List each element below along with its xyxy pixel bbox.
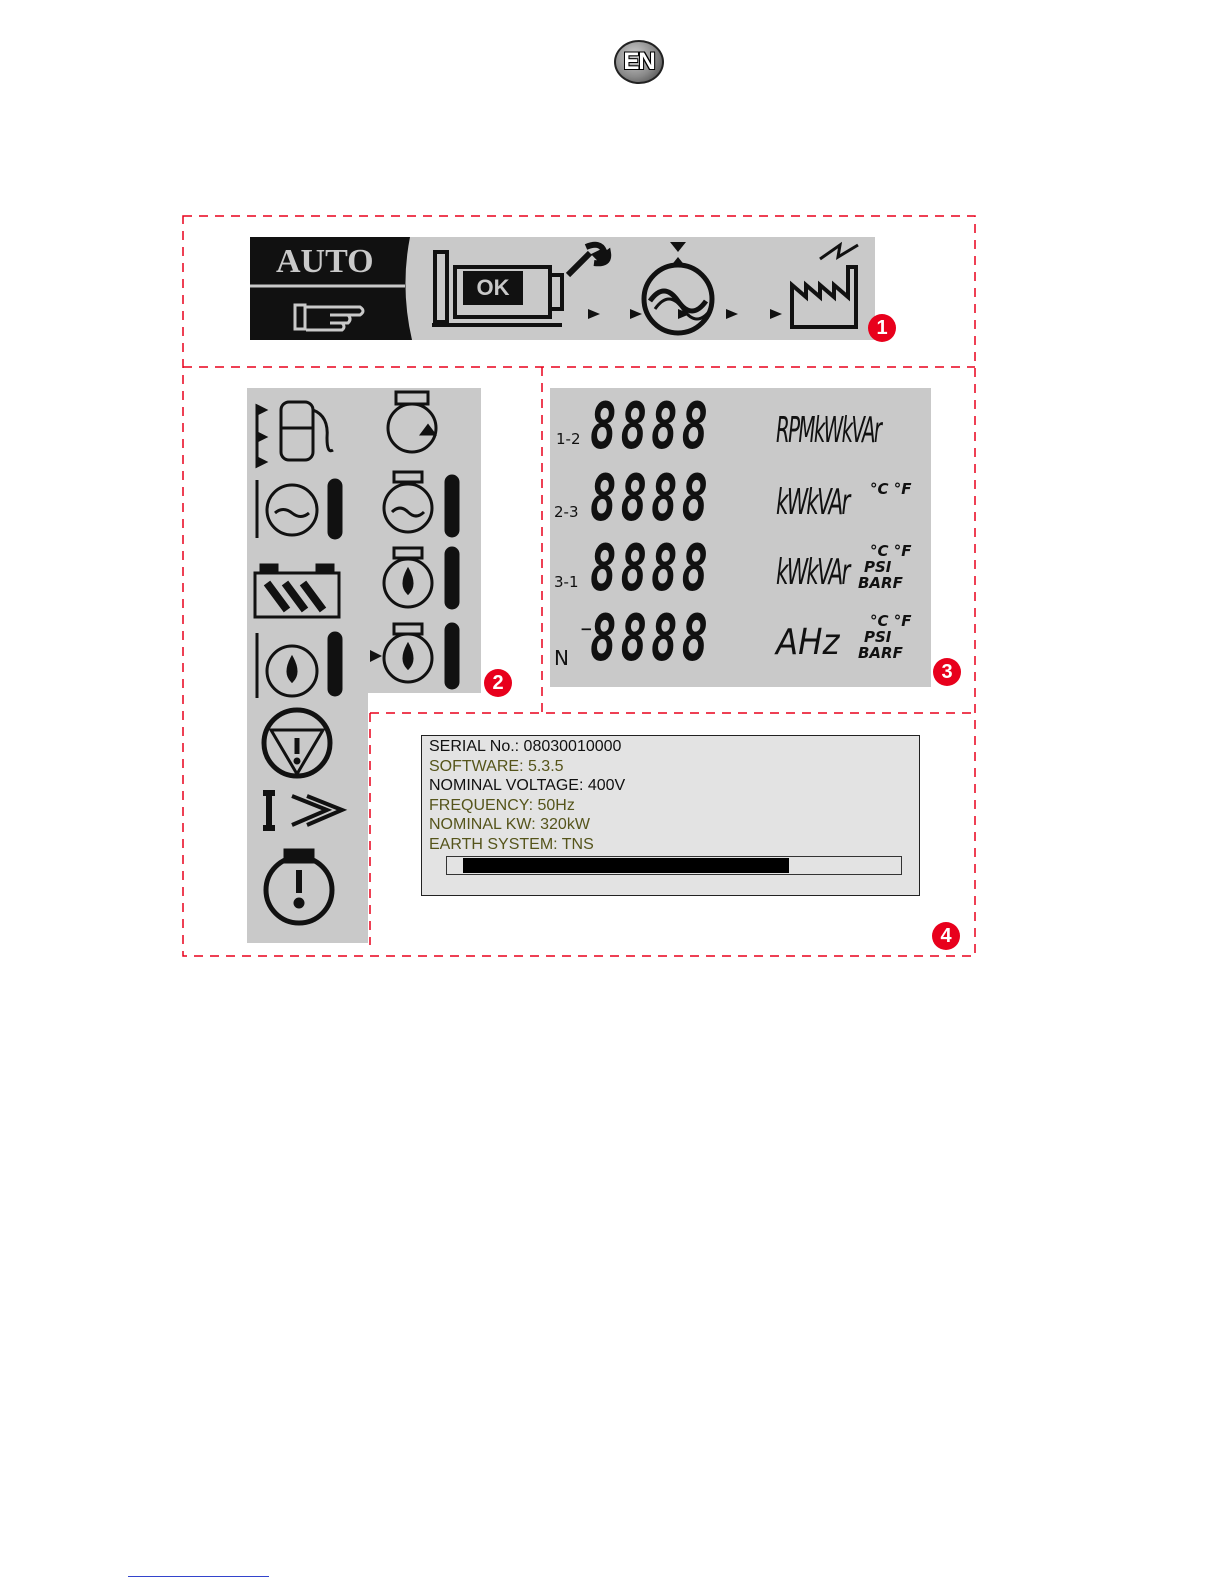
engine-rotation-icon [388, 392, 436, 452]
lcd-row-1-unit: RPMkWkVAr [776, 410, 881, 451]
lcd-row-2-unit: kWkVAr [776, 482, 849, 523]
progress-bar [446, 856, 902, 875]
callout-4: 4 [932, 922, 960, 950]
lcd-row-2-digits: 8888 [590, 462, 712, 536]
mode-label: AUTO [276, 243, 374, 280]
lcd-row-4-temp-units: °C °F [870, 612, 912, 630]
oil-pressure-icon [384, 548, 458, 608]
svg-text:OK: OK [476, 275, 510, 300]
lcd-row-3-unit: kWkVAr [776, 552, 849, 593]
nominal-voltage: NOMINAL VOLTAGE: 400V [429, 777, 626, 795]
emergency-stop-icon [264, 710, 330, 776]
lcd-row-4-bar: BARF [858, 644, 903, 662]
lcd-row-3-phase: 3-1 [554, 573, 579, 591]
callout-1: 1 [868, 314, 896, 342]
alarm-icons-right [368, 388, 481, 693]
coolant-temp-icon [384, 472, 458, 536]
nominal-kw: NOMINAL KW: 320kW [429, 816, 590, 834]
lcd-row-3-bar: BARF [858, 574, 903, 592]
overcurrent-icon [263, 793, 342, 828]
language-badge: EN [614, 40, 664, 84]
earth-system: EARTH SYSTEM: TNS [429, 835, 594, 853]
serial-number: SERIAL No.: 08030010000 [429, 738, 622, 755]
oil-temp-icon [384, 624, 458, 688]
callout-3: 3 [933, 658, 961, 686]
lcd-row-1-phase: 1-2 [556, 430, 581, 448]
info-screen [421, 735, 920, 896]
lcd-row-1-digits: 8888 [590, 390, 712, 464]
frequency: FREQUENCY: 50Hz [429, 796, 575, 814]
callout-2: 2 [484, 669, 512, 697]
overspeed-icon [266, 850, 332, 923]
lcd-row-4-digits: 8888 [590, 602, 712, 676]
lcd-row-3-digits: 8888 [590, 532, 712, 606]
alarm-icons-left [247, 388, 368, 943]
coolant-level-temp-icon [257, 480, 341, 538]
fuel-level-icon [257, 402, 333, 463]
status-bar [250, 237, 875, 340]
lcd-battery-minus: − [580, 620, 593, 638]
software-version: SOFTWARE: 5.3.5 [429, 757, 564, 775]
wrench-icon [568, 245, 608, 275]
oil-pressure-temp-icon [257, 633, 341, 698]
progress-fill [463, 858, 789, 873]
lcd-row-4-unit: AHz [776, 622, 840, 663]
factory-icon [792, 245, 858, 327]
alternator-icon [644, 265, 712, 333]
footnote-rule [128, 1576, 269, 1577]
lcd-row-4-phase: N [554, 646, 569, 670]
lcd-row-4-psi: PSI [864, 628, 892, 646]
lcd-row-2-phase: 2-3 [554, 503, 579, 521]
lcd-readings [550, 388, 931, 687]
battery-icon [255, 565, 339, 617]
lcd-row-3-psi: PSI [864, 558, 892, 576]
lcd-row-3-temp-units: °C °F [870, 542, 912, 560]
lcd-row-2-temp-units: °C °F [870, 480, 912, 498]
